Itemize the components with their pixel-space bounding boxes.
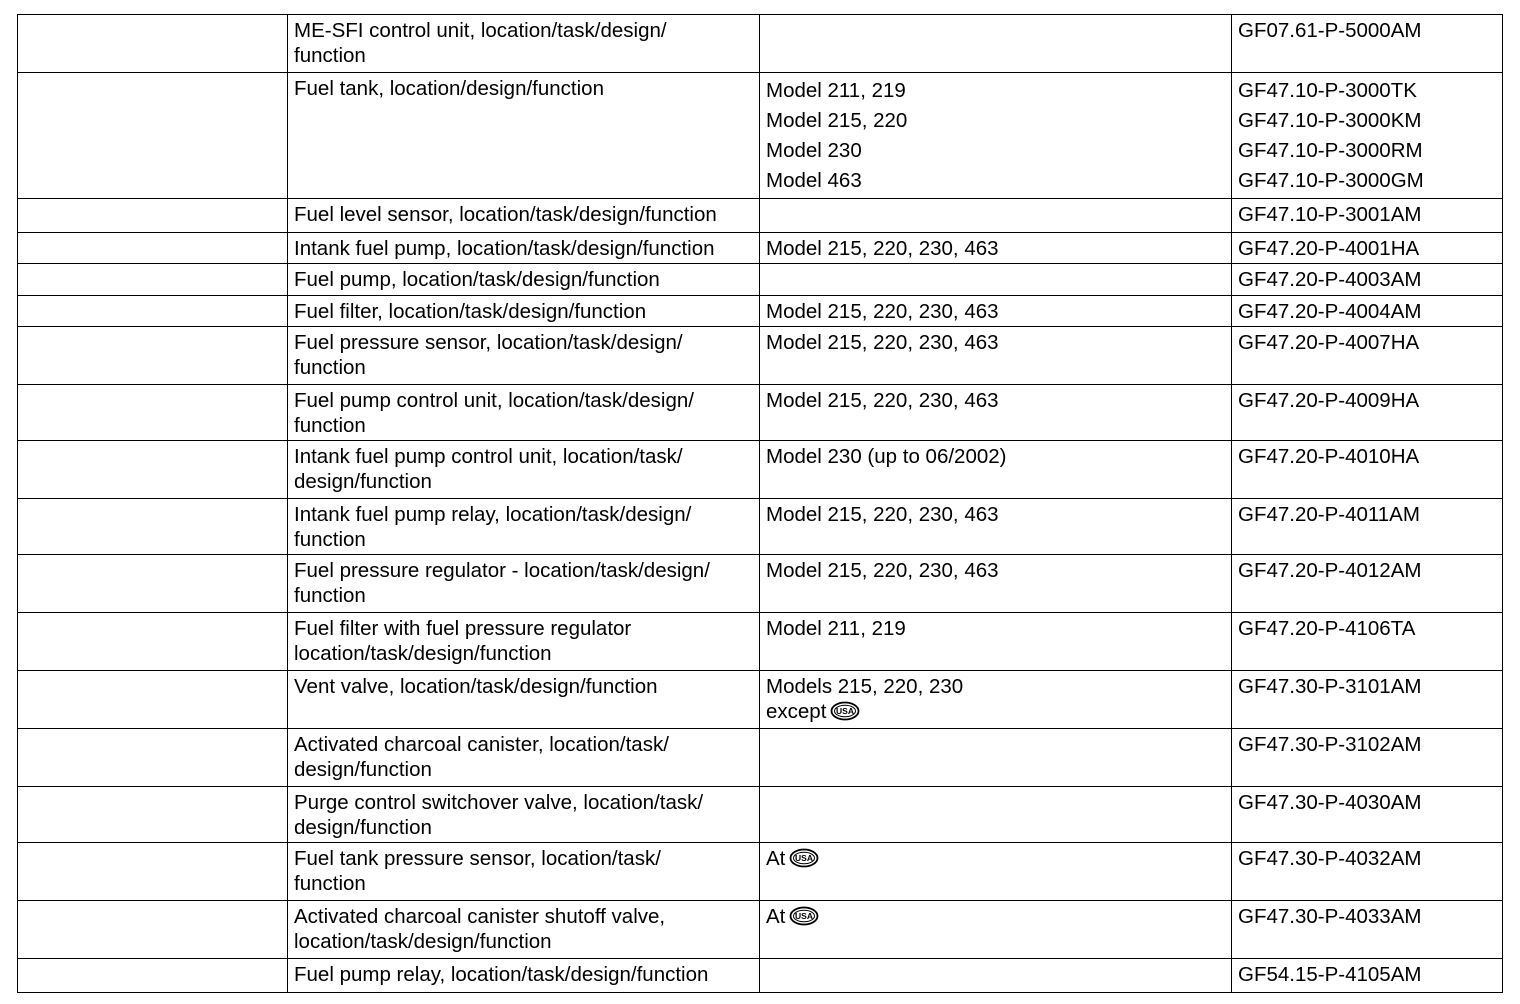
document-ref-cell <box>1232 901 1503 959</box>
document-ref-text: GF47.30-P-4032AM <box>1238 847 1422 870</box>
model-line <box>766 106 1225 136</box>
document-ref-text: GF47.20-P-4009HA <box>1238 389 1420 412</box>
model-cell <box>760 555 1232 613</box>
document-ref-text: GF47.20-P-4012AM <box>1238 559 1422 582</box>
description-text: Intank fuel pump, location/task/design/function <box>294 237 715 260</box>
empty-cell <box>18 671 288 729</box>
model-cell <box>760 787 1232 843</box>
document-ref-text: GF54.15-P-4105AM <box>1238 963 1422 986</box>
table-row <box>18 613 1503 671</box>
document-ref-cell <box>1232 729 1503 787</box>
model-text: Model 211, 219 <box>766 617 906 640</box>
description-text: Vent valve, location/task/design/function <box>294 675 658 698</box>
document-ref-text: GF47.10-P-3000RM <box>1238 139 1423 162</box>
empty-cell <box>18 199 288 233</box>
description-text: location/task/design/function <box>294 642 552 665</box>
description-cell <box>288 233 760 264</box>
model-text: Model 215, 220 <box>766 109 908 132</box>
model-line <box>766 674 1225 699</box>
description-text: Fuel pressure sensor, location/task/design/ <box>294 331 683 354</box>
table-row <box>18 671 1503 729</box>
description-text: Fuel pressure regulator - location/task/design/ <box>294 559 710 582</box>
description-text: Fuel pump relay, location/task/design/function <box>294 963 709 986</box>
empty-cell <box>18 787 288 843</box>
model-text: Model 215, 220, 230, 463 <box>766 503 999 526</box>
description-cell <box>288 671 760 729</box>
model-cell <box>760 843 1232 901</box>
model-cell <box>760 729 1232 787</box>
model-line <box>766 904 1225 929</box>
document-ref-text: GF47.30-P-4033AM <box>1238 905 1422 928</box>
description-text: Activated charcoal canister, location/task/ <box>294 733 669 756</box>
table-row <box>18 199 1503 233</box>
description-cell <box>288 73 760 199</box>
empty-cell <box>18 385 288 441</box>
document-ref-cell <box>1232 385 1503 441</box>
model-line <box>766 616 1225 641</box>
description-cell <box>288 901 760 959</box>
model-cell <box>760 959 1232 993</box>
document-ref-text: GF47.20-P-4106TA <box>1238 617 1416 640</box>
description-text: Activated charcoal canister shutoff valve, <box>294 905 666 928</box>
document-table <box>17 14 1503 993</box>
table-row <box>18 73 1503 199</box>
description-cell <box>288 385 760 441</box>
document-ref-text: GF47.10-P-3000GM <box>1238 169 1424 192</box>
description-cell <box>288 555 760 613</box>
document-ref-text: GF47.10-P-3001AM <box>1238 203 1422 226</box>
description-cell <box>288 441 760 499</box>
model-text: Model 215, 220, 230, 463 <box>766 331 999 354</box>
document-ref-cell <box>1232 555 1503 613</box>
model-cell <box>760 901 1232 959</box>
description-text: design/function <box>294 816 432 839</box>
model-cell <box>760 264 1232 296</box>
table-row <box>18 901 1503 959</box>
document-ref-text: GF47.20-P-4010HA <box>1238 445 1420 468</box>
table-row <box>18 385 1503 441</box>
model-cell <box>760 15 1232 73</box>
document-ref-cell <box>1232 233 1503 264</box>
empty-cell <box>18 959 288 993</box>
model-text: At <box>766 847 786 870</box>
model-text: Model 215, 220, 230, 463 <box>766 559 999 582</box>
empty-cell <box>18 843 288 901</box>
description-cell <box>288 959 760 993</box>
document-ref-text: GF47.30-P-3102AM <box>1238 733 1422 756</box>
model-text: At <box>766 905 786 928</box>
model-cell <box>760 199 1232 233</box>
model-line <box>766 444 1225 469</box>
usa-icon <box>789 848 819 868</box>
model-text: Model 215, 220, 230, 463 <box>766 389 999 412</box>
document-ref-cell <box>1232 264 1503 296</box>
table-row <box>18 959 1503 993</box>
empty-cell <box>18 729 288 787</box>
table-row <box>18 499 1503 555</box>
document-ref-text: GF47.20-P-4001HA <box>1238 237 1420 260</box>
document-ref-cell <box>1232 843 1503 901</box>
model-text: Model 230 <box>766 139 862 162</box>
document-ref-cell <box>1232 613 1503 671</box>
document-ref-text: GF47.10-P-3000KM <box>1238 109 1422 132</box>
model-cell <box>760 327 1232 385</box>
document-ref-text: GF47.10-P-3000TK <box>1238 79 1417 102</box>
table-row <box>18 264 1503 296</box>
description-text: function <box>294 528 366 551</box>
model-cell <box>760 73 1232 199</box>
usa-icon <box>789 906 819 926</box>
model-line <box>766 136 1225 166</box>
document-ref-text: GF47.20-P-4007HA <box>1238 331 1420 354</box>
document-ref-cell <box>1232 787 1503 843</box>
description-cell <box>288 327 760 385</box>
description-text: function <box>294 872 366 895</box>
model-cell <box>760 499 1232 555</box>
model-text: Model 215, 220, 230, 463 <box>766 237 999 260</box>
model-line <box>766 699 1225 724</box>
table-row <box>18 327 1503 385</box>
model-text: Model 211, 219 <box>766 79 906 102</box>
description-cell <box>288 729 760 787</box>
document-ref-cell <box>1232 73 1503 199</box>
model-text: Model 230 (up to 06/2002) <box>766 445 1007 468</box>
model-cell <box>760 671 1232 729</box>
description-text: Intank fuel pump relay, location/task/design/ <box>294 503 692 526</box>
model-cell <box>760 385 1232 441</box>
description-cell <box>288 199 760 233</box>
document-ref-cell <box>1232 499 1503 555</box>
description-text: Intank fuel pump control unit, location/task/ <box>294 445 683 468</box>
description-cell <box>288 296 760 327</box>
document-ref-text: GF47.20-P-4004AM <box>1238 300 1422 323</box>
description-text: Fuel tank pressure sensor, location/task/ <box>294 847 661 870</box>
description-text: function <box>294 414 366 437</box>
usa-badge-text: USA <box>795 852 814 863</box>
description-text: function <box>294 584 366 607</box>
document-ref-cell <box>1232 199 1503 233</box>
empty-cell <box>18 296 288 327</box>
usa-badge-text: USA <box>836 705 855 716</box>
model-line <box>766 299 1225 324</box>
empty-cell <box>18 327 288 385</box>
empty-cell <box>18 499 288 555</box>
description-cell <box>288 499 760 555</box>
empty-cell <box>18 233 288 264</box>
model-text: Models 215, 220, 230 <box>766 675 964 698</box>
description-text: Fuel pump control unit, location/task/design/ <box>294 389 694 412</box>
document-ref-text: GF47.20-P-4011AM <box>1238 503 1420 526</box>
empty-cell <box>18 441 288 499</box>
description-text: Fuel filter, location/task/design/function <box>294 300 647 323</box>
description-text: function <box>294 356 366 379</box>
document-ref-cell <box>1232 959 1503 993</box>
description-cell <box>288 264 760 296</box>
table-row <box>18 729 1503 787</box>
table-row <box>18 555 1503 613</box>
empty-cell <box>18 901 288 959</box>
empty-cell <box>18 73 288 199</box>
model-line <box>766 388 1225 413</box>
model-cell <box>760 233 1232 264</box>
usa-icon <box>830 701 860 721</box>
description-cell <box>288 843 760 901</box>
table-row <box>18 15 1503 73</box>
document-ref-cell <box>1232 327 1503 385</box>
model-cell <box>760 441 1232 499</box>
document-ref-cell <box>1232 296 1503 327</box>
empty-cell <box>18 555 288 613</box>
empty-cell <box>18 264 288 296</box>
table-body <box>18 15 1503 993</box>
description-text: design/function <box>294 470 432 493</box>
model-cell <box>760 613 1232 671</box>
model-line <box>766 502 1225 527</box>
description-text: function <box>294 44 366 67</box>
model-text: Model 463 <box>766 169 862 192</box>
description-text: Fuel tank, location/design/function <box>294 77 604 100</box>
model-line <box>766 166 1225 196</box>
description-text: location/task/design/function <box>294 930 552 953</box>
table-row <box>18 843 1503 901</box>
document-ref-text: GF47.20-P-4003AM <box>1238 268 1422 291</box>
model-line <box>766 558 1225 583</box>
description-text: ME-SFI control unit, location/task/design/ <box>294 19 667 42</box>
document-ref-text: GF47.30-P-3101AM <box>1238 675 1422 698</box>
table-row <box>18 441 1503 499</box>
description-cell <box>288 613 760 671</box>
description-cell <box>288 15 760 73</box>
model-line <box>766 76 1225 106</box>
document-ref-text: GF07.61-P-5000AM <box>1238 19 1422 42</box>
description-text: Fuel level sensor, location/task/design/function <box>294 203 717 226</box>
table-row <box>18 233 1503 264</box>
description-text: design/function <box>294 758 432 781</box>
empty-cell <box>18 15 288 73</box>
document-ref-cell <box>1232 671 1503 729</box>
description-text: Fuel pump, location/task/design/function <box>294 268 660 291</box>
table-row <box>18 787 1503 843</box>
description-text: Purge control switchover valve, location/task/ <box>294 791 704 814</box>
model-text: Model 215, 220, 230, 463 <box>766 300 999 323</box>
document-ref-cell <box>1232 441 1503 499</box>
document-ref-text: GF47.30-P-4030AM <box>1238 791 1422 814</box>
description-cell <box>288 787 760 843</box>
model-line <box>766 236 1225 261</box>
description-text: Fuel filter with fuel pressure regulator <box>294 617 632 640</box>
empty-cell <box>18 613 288 671</box>
usa-badge-text: USA <box>795 910 814 921</box>
table-row <box>18 296 1503 327</box>
model-line <box>766 846 1225 871</box>
model-text: except <box>766 700 827 723</box>
model-line <box>766 330 1225 355</box>
model-cell <box>760 296 1232 327</box>
document-ref-cell <box>1232 15 1503 73</box>
